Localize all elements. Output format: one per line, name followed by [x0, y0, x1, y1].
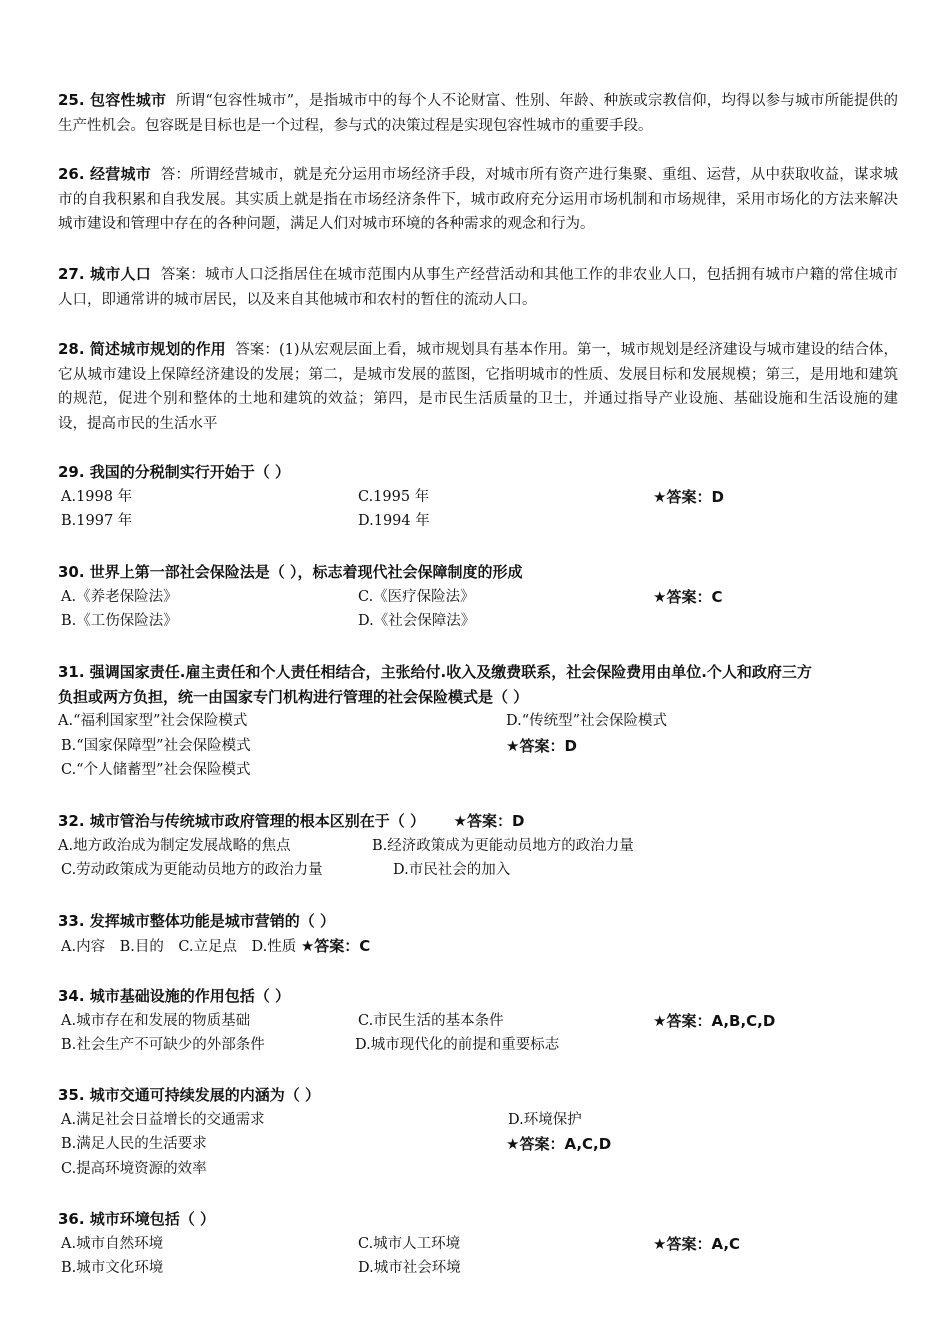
options-inline: A.内容 B.目的 C.立足点 D.性质: [61, 938, 297, 955]
question-29-row-2: [58, 509, 898, 534]
option-a: A.城市存在和发展的物质基础: [61, 1012, 251, 1029]
question-29-text: 29. 我国的分税制实行开始于（ ）: [58, 463, 291, 481]
question-33: [58, 909, 898, 959]
option-a: A.地方政治成为制定发展战略的焦点: [58, 837, 291, 854]
question-36-text: 36. 城市环境包括（ ）: [58, 1210, 216, 1228]
item-27: [58, 262, 898, 312]
option-b: B.社会生产不可缺少的外部条件: [61, 1037, 265, 1053]
item-28-term: 28. 简述城市规划的作用: [58, 340, 226, 358]
question-31-text-line-1: 31. 强调国家责任.雇主责任和个人责任相结合，主张给付.收入及缴费联系，社会保险费用由单位.个人和政府三方: [58, 663, 812, 681]
option-d: D.城市社会环境: [358, 1260, 461, 1276]
question-30-text: 30. 世界上第一部社会保险法是（ ），标志着现代社会保障制度的形成: [58, 563, 523, 581]
answer-label: ★答案：D: [506, 736, 577, 755]
question-33-options-line: [58, 934, 898, 960]
item-26-body: 答：所谓经营城市，就是充分运用市场经济手段，对城市所有资产进行集聚、重组、运营，从中获取收益，谋求城市的自我积累和自我发展。其实质上就是指在市场经济条件下，城市政府充分运用市场机制和市场规律，采用市场化的方法来解决城市建设和管理中存在的各种问题，满足人们对城市环境的各种需求的观念和行为。: [58, 167, 898, 232]
question-32-text: 32. 城市管治与传统城市政府管理的根本区别在于（ ）: [58, 812, 426, 830]
item-25-body: 所谓“包容性城市”，是指城市中的每个人不论财富、性别、年龄、种族或宗教信仰，均得以参与城市所能提供的生产性机会。包容既是目标也是一个过程，参与式的决策过程是实现包容性城市的重要手段。: [58, 93, 899, 134]
option-c: C.提高环境资源的效率: [61, 1160, 207, 1177]
option-c: C.市民生活的基本条件: [358, 1012, 504, 1029]
item-25-term: 25. 包容性城市: [58, 91, 167, 109]
item-26: [58, 162, 898, 237]
question-34-row-1: [58, 1009, 898, 1034]
option-d: D.“传统型”社会保险模式: [506, 713, 668, 729]
question-32-row-1: [58, 834, 898, 859]
question-35-text: 35. 城市交通可持续发展的内涵为（ ）: [58, 1086, 321, 1104]
option-c: C.劳动政策成为更能动员地方的政治力量: [61, 862, 323, 878]
option-a: A.1998 年: [61, 488, 133, 505]
question-31-row-1: [58, 709, 898, 734]
option-d: D.城市现代化的前提和重要标志: [355, 1037, 560, 1053]
option-b: B.1997 年: [61, 513, 133, 529]
item-27-term: 27. 城市人口: [58, 265, 152, 283]
option-b: B.城市文化环境: [61, 1260, 164, 1276]
question-31-row-2: [58, 734, 898, 759]
option-c: C.“个人储蓄型”社会保险模式: [61, 762, 251, 778]
option-d: D.1994 年: [358, 513, 430, 529]
option-d: D.市民社会的加入: [393, 862, 511, 878]
question-34-text: 34. 城市基础设施的作用包括（ ）: [58, 987, 291, 1005]
answer-label: ★答案：A,B,C,D: [653, 1011, 776, 1030]
answer-label: ★答案：C: [300, 936, 371, 955]
item-27-body: 答案：城市人口泛指居住在城市范围内从事生产经营活动和其他工作的非农业人口，包括拥有城市户籍的常住城市人口，即通常讲的城市居民，以及来自其他城市和农村的暂住的流动人口。: [58, 267, 898, 308]
option-c: C.《医疗保险法》: [358, 588, 475, 605]
option-d: D.《社会保障法》: [358, 613, 476, 629]
question-32-row-2: [58, 858, 898, 883]
item-28: [58, 337, 898, 436]
answer-label: ★答案：A,C,D: [506, 1135, 612, 1153]
item-25: [58, 88, 898, 138]
option-d: D.环境保护: [508, 1111, 582, 1128]
question-35-row-2: [58, 1132, 898, 1157]
question-32-line: [58, 809, 898, 834]
question-35-row-1: [58, 1108, 898, 1133]
answer-label: ★答案：A,C: [653, 1234, 741, 1253]
question-31: [58, 660, 898, 783]
question-30-row-2: [58, 609, 898, 634]
question-33-text: 33. 发挥城市整体功能是城市营销的（ ）: [58, 912, 336, 930]
answer-label: ★答案：C: [653, 587, 723, 606]
question-35: [58, 1083, 898, 1181]
option-a: A.满足社会日益增长的交通需求: [61, 1111, 265, 1128]
option-a: A.城市自然环境: [61, 1235, 164, 1252]
answer-label: ★答案：D: [453, 812, 525, 830]
question-30: [58, 560, 898, 634]
option-b: B.经济政策成为更能动员地方的政治力量: [372, 837, 634, 854]
item-26-term: 26. 经营城市: [58, 165, 152, 183]
option-b: B.《工伤保险法》: [61, 613, 178, 629]
option-c: C.1995 年: [358, 488, 430, 505]
question-36: [58, 1207, 898, 1281]
item-28-body: 答案：(1)从宏观层面上看，城市规划具有基本作用。第一，城市规划是经济建设与城市建设的结合体，它从城市建设上保障经济建设的发展；第二，是城市发展的蓝图，它指明城市的性质、发展目标和发展规模；第三，是用地和建筑的规范，促进个别和整体的土地和建筑的效益；第四，是市民生活质量的卫士，并通过指导产业设施、基础设施和生活设施的建设，提高市民的生活水平: [58, 342, 899, 432]
option-a: A.“福利国家型”社会保险模式: [58, 713, 248, 729]
question-32: [58, 809, 898, 883]
answer-label: ★答案：D: [653, 487, 724, 506]
question-29: [58, 460, 898, 534]
option-c: C.城市人工环境: [358, 1235, 461, 1252]
question-36-row-2: [58, 1256, 898, 1281]
question-36-row-1: [58, 1232, 898, 1257]
option-a: A.《养老保险法》: [61, 588, 178, 605]
question-34-row-2: [58, 1033, 898, 1058]
question-31-row-3: [58, 758, 898, 783]
question-30-row-1: [58, 585, 898, 610]
question-31-text-line-2: 负担或两方负担，统一由国家专门机构进行管理的社会保险模式是（ ）: [58, 687, 529, 706]
question-35-row-3: [58, 1157, 898, 1182]
question-29-row-1: [58, 485, 898, 510]
option-b: B.“国家保障型”社会保险模式: [61, 737, 251, 754]
question-34: [58, 984, 898, 1058]
option-b: B.满足人民的生活要求: [61, 1136, 207, 1152]
